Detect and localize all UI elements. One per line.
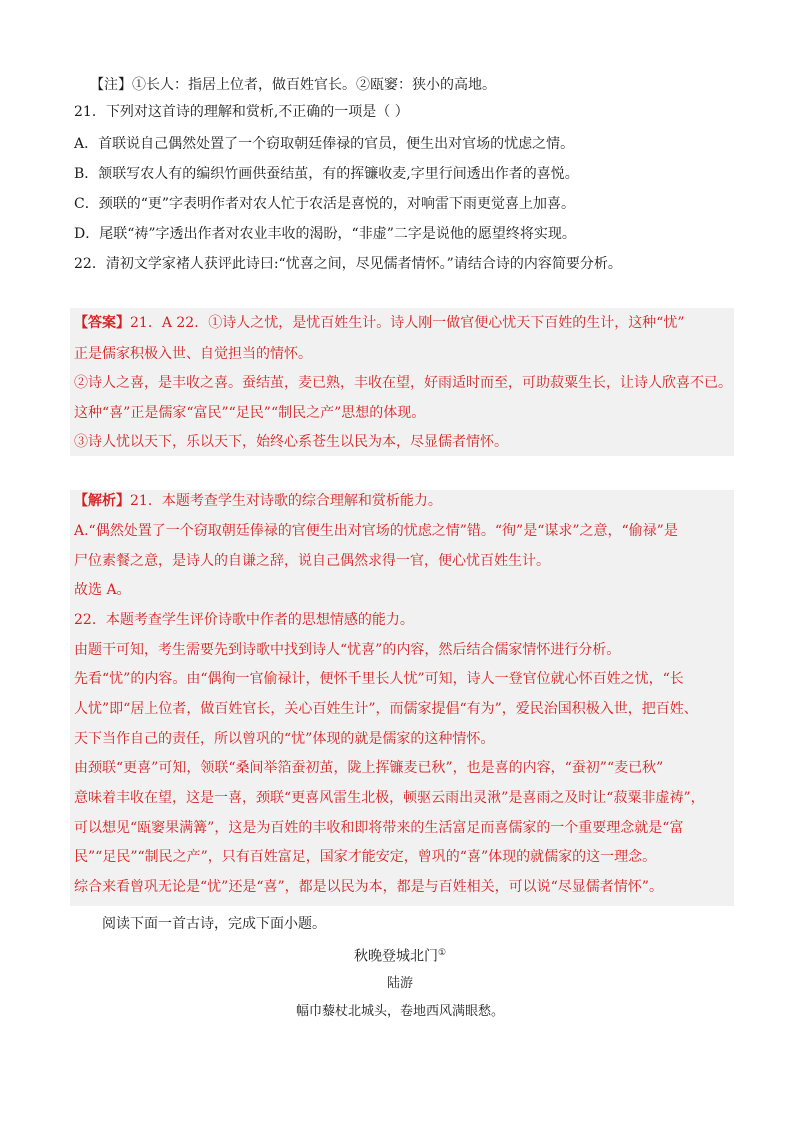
question-21-option-b: B．颔联写农人有的编织竹画供蚕结茧，有的挥镰收麦,字里行间透出作者的喜悦。 <box>74 166 579 182</box>
analysis-line: 由题干可知，考生需要先到诗歌中找到诗人“忧喜”的内容，然后结合儒家情怀进行分析。 <box>74 642 621 658</box>
question-21-stem: 21．下列对这首诗的理解和赏析,不正确的一项是（ ） <box>74 104 409 120</box>
analysis-line: 先看“忧”的内容。由“偶徇一官偷禄计，便怀千里长人忧”可知，诗人一登官位就心怀百姓之忧，“长 <box>74 671 684 687</box>
question-21-option-d: D．尾联“祷”字透出作者对农业丰收的渴盼，“非虚”二字是说他的愿望终将实现。 <box>74 226 576 242</box>
analysis-line: 22．本题考查学生评价诗歌中作者的思想情感的能力。 <box>74 612 414 628</box>
analysis-line: 尸位素餐之意，是诗人的自谦之辞，说自己偶然求得一官，便心忧百姓生计。 <box>74 553 550 569</box>
analysis-line: 天下当作自己的责任，所以曾巩的“忧”体现的就是儒家的这种情怀。 <box>74 731 495 747</box>
analysis-tag: 【解析】 <box>74 493 130 509</box>
question-21-option-c: C．颈联的“更”字表明作者对农人忙于农活是喜悦的，对响雷下雨更觉喜上加喜。 <box>74 196 576 212</box>
reading-intro: 阅读下面一首古诗，完成下面小题。 <box>102 916 326 932</box>
poem-title-footnote-mark: ① <box>437 948 447 958</box>
answer-line: 正是儒家积极入世、自觉担当的情怀。 <box>74 346 312 362</box>
poem-title <box>0 943 800 967</box>
analysis-line: A.“偶然处置了一个窃取朝廷俸禄的官便生出对官场的忧虑之情”错。“徇”是“谋求”之意，“偷禄”是 <box>74 523 678 539</box>
answer-line: ③诗人忧以天下，乐以天下，始终心系苍生以民为本，尽显儒者情怀。 <box>74 434 508 450</box>
answer-first-text: 21．A 22．①诗人之忧，是忧百姓生计。诗人刚一做官便心忧天下百姓的生计，这种“忧” <box>130 315 685 331</box>
answer-line: 这种“喜”正是儒家“富民”“足民”“制民之产”思想的体现。 <box>74 405 426 421</box>
analysis-line: 故选 A。 <box>74 582 131 598</box>
analysis-line: 由颈联“更喜”可知，领联“桑间举箔蚕初茧，陇上挥镰麦已秋”，也是喜的内容，“蚕初”“麦已秋” <box>74 760 664 776</box>
answer-first-line <box>74 313 734 333</box>
note-line: 【注】①长人：指居上位者，做百姓官长。②瓯窭：狭小的高地。 <box>90 77 496 93</box>
analysis-line: 人忧”即“居上位者，做百姓官长，关心百姓生计”，而儒家提倡“有为”，爱民治国积极入世，把百姓、 <box>74 701 698 717</box>
analysis-line: 可以想见“瓯窭果满篝”，这是为百姓的丰收和即将带来的生活富足而喜儒家的一个重要理念就是“富 <box>74 820 684 836</box>
analysis-line: 意味着丰收在望，这是一喜，颈联“更喜风雷生北极，顿驱云雨出灵湫”是喜雨之及时让“菽粟非虚祷”， <box>74 790 705 806</box>
poem-author: 陆游 <box>386 976 413 991</box>
analysis-first-text: 21．本题考查学生对诗歌的综合理解和赏析能力。 <box>130 493 442 509</box>
question-22-stem: 22．清初文学家褚人获评此诗曰:“忧喜之间，尽见儒者情怀。”请结合诗的内容简要分析。 <box>74 256 622 272</box>
answer-line: ②诗人之喜，是丰收之喜。蚕结茧，麦已熟，丰收在望，好雨适时而至，可助菽粟生长，让诗人欣喜不已。 <box>74 375 732 391</box>
analysis-first-line <box>74 491 734 511</box>
poem-title-text: 秋晚登城北门 <box>353 948 438 965</box>
analysis-line: 民”“足民”“制民之产”，只有百姓富足，国家才能安定，曾巩的“喜”体现的就儒家的这一理念。 <box>74 849 657 865</box>
answer-tag: 【答案】 <box>74 315 130 331</box>
analysis-line: 综合来看曾巩无论是“忧”还是“喜”，都是以民为本，都是与百姓相关，可以说“尽显儒者情怀”。 <box>74 879 663 895</box>
question-21-option-a: A．首联说自己偶然处置了一个窃取朝廷俸禄的官员，便生出对官场的忧虑之情。 <box>74 136 575 152</box>
poem-first-line: 幅巾藜杖北城头，卷地西风满眼愁。 <box>295 1004 504 1019</box>
